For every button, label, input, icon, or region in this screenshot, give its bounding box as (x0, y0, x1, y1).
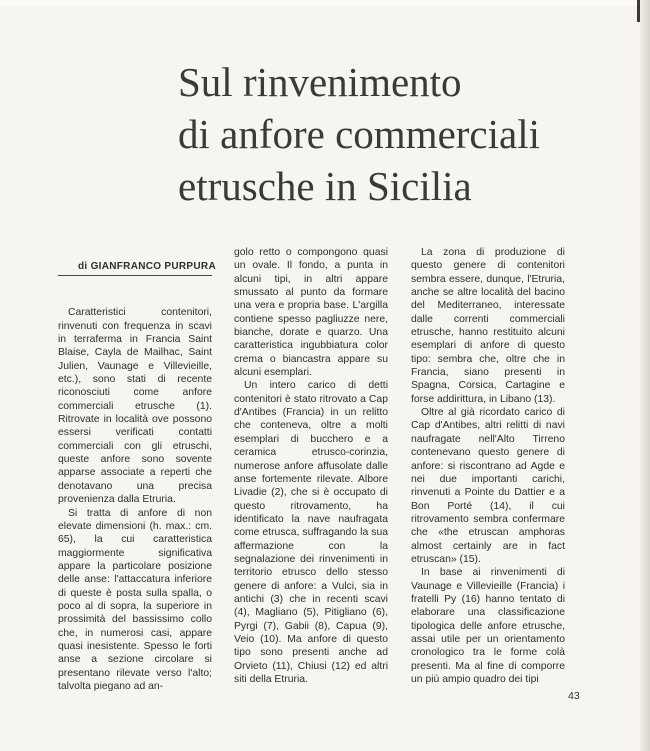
paragraph: golo retto o compongono quasi un ovale. Il fondo, a punta in alcuni tipi, in altri appare smussato al punto da formare una vera e propria base. L'argilla contiene spesso pagliuzze nere, bianche, dorate e quarzo. Una caratteristica ingubbiatura color crema o biancastra appare su alcuni esemplari. (234, 247, 388, 379)
title-line-1: Sul rinvenimento (178, 59, 462, 105)
page-right-edge (640, 0, 650, 751)
page-top-edge (0, 0, 650, 6)
text-column-1 (58, 246, 216, 693)
paragraph: La zona di produzione di questo genere di contenitori sembra essere, dunque, l'Etruria, anche se altre località del bacino del Mediterraneo, interessate dalle correnti commerciali etrusche, hanno restituito alcuni esemplari di anfore di questo tipo: sembra che, oltre che in Francia, siano presenti in Spagna, Corsica, Cartagine e forse addirittura, in Libano (13). (411, 247, 565, 405)
paragraph: In base ai rinvenimenti di Vaunage e Villevieille (Francia) i fratelli Py (16) hanno tentato di elaborare una classificazione tipologica delle anfore etrusche, assai utile per un orientamento cronologico tra le forme colà presenti. Ma al fine di comporre un più ampio quadro dei tipi (411, 567, 565, 685)
title-line-3: etrusche in Sicilia (178, 163, 472, 209)
paragraph: Si tratta di anfore di non elevate dimensioni (h. max.: cm. 65), la cui caratteristica maggiormente significativa appare la particolare posizione delle anse: l'attaccatura inferiore di queste è posta sulla spalla, o poco al di sopra, la superiore in prossimità del bassissimo collo che, in numerosi casi, appare quasi inesistente. Spesso le forti anse a sezione circolare si presentano rilevate verso l'alto; talvolta piegano ad an- (58, 507, 212, 692)
author-byline: di GIANFRANCO PURPURA (58, 246, 212, 276)
paragraph: Un intero carico di detti contenitori è stato ritrovato a Cap d'Antibes (Francia) in un relitto che conteneva, oltre a molti esemplari di bucchero e a ceramica etrusco-corinzia, numerose anfore affusolate dalle anse fortemente rilevate. Albore Livadie (2), che si è occupato di questo ritrovamento, ha identificato la nave naufragata come etrusca, suffragando la sua affermazione con la segnalazione dei rinvenimenti in territorio etrusco dello stesso genere di anfore: a Vulci, sia in antichi (3) che in recenti scavi (4), Magliano (5), Pitigliano (6), Pyrgi (7), Gabii (8), Capua (9), Veio (10). Ma anfore di questo tipo sono presenti anche ad Orvieto (11), Chiusi (12) ed altri siti della Etruria. (234, 380, 388, 685)
paragraph: Caratteristici contenitori, rinvenuti con frequenza in scavi in terraferma in Francia Saint Blaise, Cayla de Mailhac, Saint Julien, Vaunage e Villevieille, etc.), sono stati di recente riconosciuti come anfore commerciali etrusche (1). Ritrovate in località ove possono essersi verificati contatti commerciali con gli etruschi, queste anfore sono sovente apparse associate a reperti che denotavano una precisa provenienza dalla Etruria. (58, 307, 212, 506)
page-number: 43 (568, 690, 580, 702)
paragraph: Oltre al già ricordato carico di Cap d'Antibes, altri relitti di navi naufragate nell'Alto Tirreno contenevano questo genere di anfore: si riscontrano ad Agde e nei due importanti carichi, rinvenuti a Pointe du Dattier e a Bon Porté (14), il cui ritrovamento sembra confermare che «the etruscan amphoras almost certainly are in fact etruscan» (15). (411, 407, 565, 565)
article-title (178, 56, 618, 212)
text-column-2 (234, 246, 388, 686)
corner-mark (637, 0, 640, 22)
text-column-3 (411, 246, 565, 686)
title-line-2: di anfore commerciali (178, 111, 540, 157)
